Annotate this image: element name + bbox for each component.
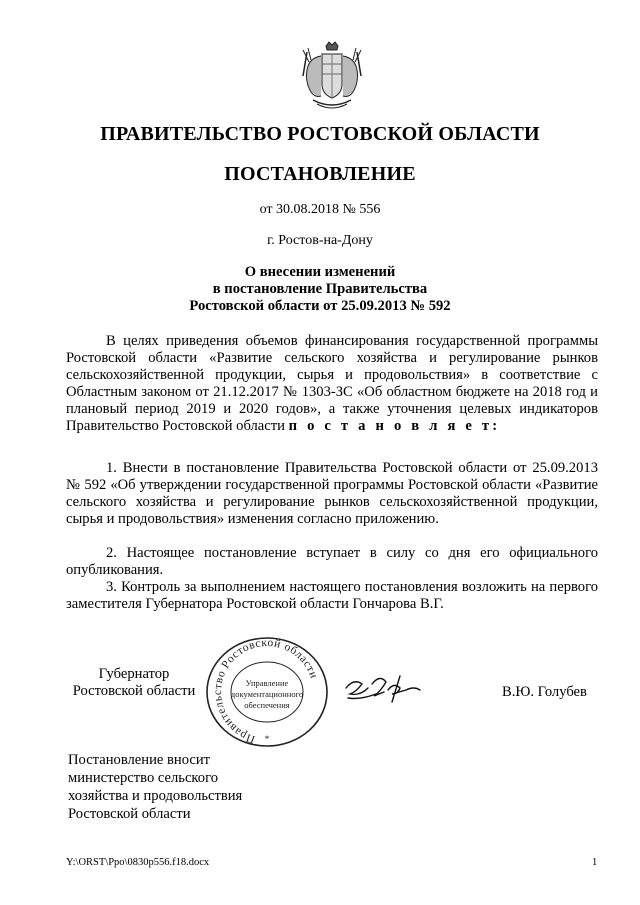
subject-line: в постановление Правительства xyxy=(212,281,428,297)
handwritten-signature xyxy=(340,670,440,710)
stamp-center-line: документационного xyxy=(230,689,304,699)
coat-of-arms-emblem xyxy=(299,40,365,114)
submission-note xyxy=(68,751,242,823)
note-line: хозяйства и продовольствия xyxy=(68,788,243,804)
subject-line: Ростовской области от 25.09.2013 № 592 xyxy=(189,298,451,314)
note-line: министерство сельского xyxy=(68,770,218,786)
preamble-text: В целях приведения объемов финансирования государственной программы Ростовской области «Развитие сельского хозяйства и регулирование рынков сельскохозяйственной продукции, сырья и продовольствия» в соответствие с Областным законом от 21.12.2017 № 1303-ЗС «Об областном бюджете на 2018 год и плановый период 2019 и 2020 годов», а также уточнения целевых индикаторов Правительство Ростовской области xyxy=(66,333,598,434)
note-line: Постановление вносит xyxy=(68,752,211,768)
official-stamp xyxy=(202,634,332,750)
signatory-position xyxy=(68,666,200,700)
position-line: Губернатор xyxy=(98,666,170,682)
list-item: 2. Настоящее постановление вступает в силу со дня его официального опубликования. xyxy=(66,545,598,578)
position-line: Ростовской области xyxy=(72,683,196,699)
stamp-center-line: обеспечения xyxy=(244,700,290,710)
stamp-ring-text: Правительство Ростовской области xyxy=(211,636,320,746)
preamble-paragraph xyxy=(66,333,598,435)
document-city: г. Ростов-на-Дону xyxy=(267,233,373,248)
file-path: Y:\ORST\Ppo\0830p556.f18.docx xyxy=(66,857,210,868)
svg-text:*: * xyxy=(264,734,270,744)
list-item: 1. Внести в постановление Правительства Ростовской области от 25.09.2013 № 592 «Об утверждении государственной программы Ростовской области «Развитие сельского хозяйства и регулирование рынков сельскохозяйственной продукции, сырья и продовольствия» изменения согласно приложению. xyxy=(66,460,598,527)
list-item: 3. Контроль за выполнением настоящего постановления возложить на первого заместителя Губернатора Ростовской области Гончарова В.Г. xyxy=(66,579,598,612)
subject-line: О внесении изменений xyxy=(244,264,396,280)
document-date-number: от 30.08.2018 № 556 xyxy=(259,202,381,217)
stamp-center-line: Управление xyxy=(245,678,289,688)
page-number: 1 xyxy=(592,857,598,868)
document-subject xyxy=(0,264,640,315)
resolves-word: п о с т а н о в л я е т: xyxy=(288,418,501,434)
document-type: ПОСТАНОВЛЕНИЕ xyxy=(224,163,416,185)
signatory-name: В.Ю. Голубев xyxy=(502,684,587,700)
note-line: Ростовской области xyxy=(68,806,191,822)
government-title: ПРАВИТЕЛЬСТВО РОСТОВСКОЙ ОБЛАСТИ xyxy=(100,123,540,145)
